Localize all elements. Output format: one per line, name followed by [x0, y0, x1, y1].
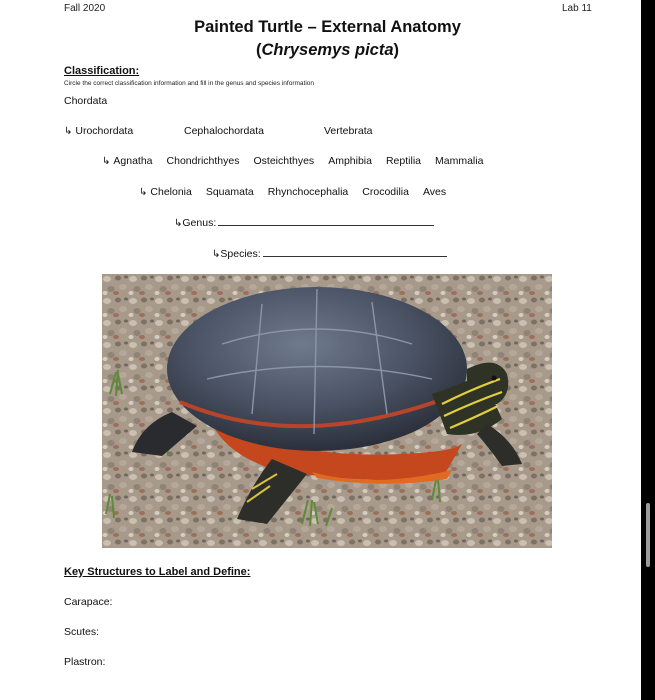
sci-name-text: Chrysemys picta [261, 41, 394, 59]
order-chelonia[interactable]: Chelonia [150, 186, 192, 198]
subphylum-urochordata[interactable]: Urochordata [75, 125, 134, 137]
class-chondrichthyes[interactable]: Chondrichthyes [166, 155, 240, 167]
key-structures-heading: Key Structures to Label and Define: [64, 566, 251, 578]
branch-arrow-icon: ↳ [102, 156, 111, 167]
species-label: Species: [220, 248, 261, 260]
scrollbar-thumb[interactable] [646, 503, 650, 567]
sci-paren-open: ( [255, 41, 262, 59]
classification-instruction: Circle the correct classification information and fill in the genus and species information [64, 80, 315, 87]
structure-plastron: Plastron: [64, 656, 106, 668]
subphylum-cephalochordata[interactable]: Cephalochordata [184, 125, 264, 137]
subphylum-vertebrata[interactable]: Vertebrata [324, 125, 373, 137]
scientific-name [0, 41, 655, 60]
header-lab: Lab 11 [562, 3, 592, 14]
classification-heading: Classification: [64, 65, 140, 77]
subphylum-row [64, 125, 133, 137]
structure-scutes: Scutes: [64, 626, 100, 638]
class-reptilia[interactable]: Reptilia [385, 155, 421, 167]
order-crocodilia[interactable]: Crocodilia [362, 186, 409, 198]
genus-blank[interactable] [218, 215, 434, 226]
branch-arrow-icon: ↳ [139, 187, 148, 198]
class-mammalia[interactable]: Mammalia [435, 155, 484, 167]
phylum-chordata: Chordata [64, 95, 108, 107]
vertical-scrollbar[interactable] [641, 0, 655, 700]
turtle-eye [492, 376, 497, 381]
header-term: Fall 2020 [64, 3, 106, 14]
order-squamata[interactable]: Squamata [205, 186, 254, 198]
genus-label: Genus: [182, 217, 217, 229]
genus-field[interactable] [174, 215, 434, 229]
branch-arrow-icon: ↳ [64, 126, 73, 137]
class-amphibia[interactable]: Amphibia [328, 155, 372, 167]
page-title: Painted Turtle – External Anatomy [194, 18, 461, 36]
order-rhynchocephalia[interactable]: Rhynchocephalia [267, 186, 349, 198]
structure-carapace: Carapace: [64, 596, 113, 608]
order-row [139, 186, 446, 198]
species-field[interactable] [212, 246, 447, 260]
class-row [102, 155, 483, 167]
species-blank[interactable] [263, 246, 447, 257]
branch-arrow-icon: ↳ [212, 249, 221, 260]
order-aves[interactable]: Aves [422, 186, 447, 198]
sci-paren-close: ) [393, 41, 400, 59]
painted-turtle-photo [102, 274, 552, 548]
class-agnatha[interactable]: Agnatha [113, 155, 153, 167]
branch-arrow-icon: ↳ [174, 218, 183, 229]
class-osteichthyes[interactable]: Osteichthyes [253, 155, 315, 167]
